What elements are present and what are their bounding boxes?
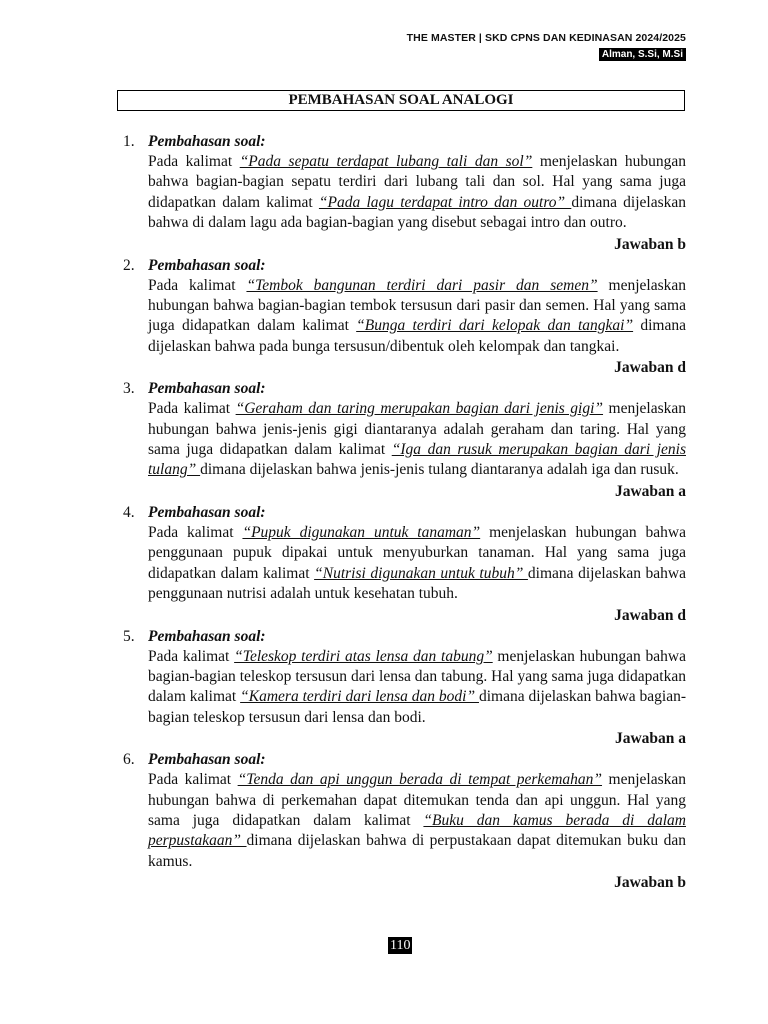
quoted-sentence: “Tenda dan api unggun berada di tempat perkemahan” bbox=[237, 771, 603, 789]
item-heading: Pembahasan soal: bbox=[148, 133, 266, 150]
page-number: 110 bbox=[390, 938, 411, 953]
quoted-sentence: “Pada lagu terdapat intro dan outro” bbox=[318, 193, 572, 211]
text-segment: Pada kalimat bbox=[148, 400, 236, 418]
text-segment: Pada kalimat bbox=[148, 523, 243, 541]
item-heading: Pembahasan soal: bbox=[148, 627, 266, 645]
item-heading: Pembahasan soal: bbox=[148, 751, 266, 769]
item-number: 3. bbox=[123, 380, 135, 398]
discussion-item-5 bbox=[118, 626, 686, 750]
text-segment: dimana dijelaskan bahwa jenis-jenis tulang diantaranya adalah iga dan rusuk. bbox=[200, 461, 679, 479]
quoted-sentence: “Bunga terdiri dari kelopak dan tangkai” bbox=[356, 317, 634, 335]
text-segment: Pada kalimat bbox=[148, 276, 247, 294]
item-number: 2. bbox=[123, 256, 135, 274]
text-segment: menjelaskan hubungan bahwa bagian-bagian tembok tersusun dari pasir dan semen. Hal yang sama juga didapatkan dalam kalimat bbox=[148, 276, 686, 335]
text-segment: Pada kalimat bbox=[148, 771, 238, 789]
text-segment: dimana dijelaskan bahwa di dalam lagu ada bagian-bagian yang disebut sebagai intro dan outro. bbox=[148, 193, 686, 232]
answer-label: Jawaban d bbox=[614, 359, 686, 377]
answer-label: Jawaban a bbox=[614, 730, 686, 748]
answer-label: Jawaban d bbox=[614, 606, 686, 624]
item-number: 4. bbox=[123, 503, 135, 521]
discussion-item-2 bbox=[118, 255, 686, 379]
author-label: Alman, S.Si, M.Si bbox=[599, 48, 686, 61]
quoted-sentence: “Teleskop terdiri atas lensa dan tabung” bbox=[234, 647, 493, 665]
item-number: 6. bbox=[123, 751, 135, 769]
text-segment: Pada kalimat bbox=[148, 153, 240, 170]
text-segment: dimana dijelaskan bahwa bagian-bagian teleskop tersusun dari lensa dan bodi. bbox=[148, 688, 686, 726]
text-segment: dimana dijelaskan bahwa pada bunga tersusun/dibentuk oleh kelompak dan tangkai. bbox=[148, 317, 686, 355]
item-number: 1. bbox=[123, 133, 135, 150]
text-segment: Pada kalimat bbox=[148, 647, 235, 665]
quoted-sentence: “Iga dan rusuk merupakan bagian dari jenis tulang” bbox=[148, 441, 686, 479]
quoted-sentence: “Buku dan kamus berada di dalam perpustakaan” bbox=[148, 811, 686, 850]
book-title: THE MASTER | SKD CPNS DAN KEDINASAN 2024/2025 bbox=[406, 32, 686, 44]
item-heading: Pembahasan soal: bbox=[148, 503, 266, 521]
answer-label: Jawaban b bbox=[614, 874, 686, 892]
text-segment: menjelaskan hubungan bahwa bagian-bagian sepatu terdiri dari lubang tali dan sol. Hal yang sama juga didapatkan dalam kalimat bbox=[148, 153, 686, 211]
quoted-sentence: “Geraham dan taring merupakan bagian dari jenis gigi” bbox=[235, 400, 604, 418]
discussion-item-4 bbox=[118, 502, 686, 626]
discussion-item-6 bbox=[118, 749, 686, 893]
text-segment: menjelaskan hubungan bahwa penggunaan pupuk dipakai untuk menyuburkan tanaman. Hal yang sama juga didapatkan dalam kalimat bbox=[148, 523, 686, 582]
answer-label: Jawaban b bbox=[614, 235, 686, 253]
section-title: PEMBAHASAN SOAL ANALOGI bbox=[117, 90, 685, 111]
item-explanation bbox=[148, 523, 686, 605]
text-segment: menjelaskan hubungan bahwa di perkemahan dapat ditemukan tenda dan api unggun. Hal yang sama juga didapatkan dalam kalimat bbox=[148, 771, 686, 829]
text-segment: menjelaskan hubungan bahwa bagian-bagian teleskop tersusun dari lensa dan tabung. Hal yang sama juga didapatkan dalam kalimat bbox=[148, 647, 686, 706]
text-segment: dimana dijelaskan bahwa penggunaan nutrisi adalah untuk kesehatan tubuh. bbox=[148, 564, 686, 603]
quoted-sentence: “Pupuk digunakan untuk tanaman” bbox=[242, 523, 481, 541]
item-explanation bbox=[148, 276, 686, 358]
discussion-item-3 bbox=[118, 378, 686, 502]
text-segment: menjelaskan hubungan bahwa jenis-jenis gigi diantaranya adalah geraham dan taring. Hal yang sama juga didapatkan dalam kalimat bbox=[148, 400, 686, 459]
quoted-sentence: “Pada sepatu terdapat lubang tali dan sol” bbox=[239, 153, 533, 170]
item-explanation bbox=[148, 152, 686, 234]
item-number: 5. bbox=[123, 627, 135, 645]
quoted-sentence: “Nutrisi digunakan untuk tubuh” bbox=[314, 564, 528, 582]
answer-label: Jawaban a bbox=[614, 482, 686, 500]
text-segment: dimana dijelaskan bahwa di perpustakaan dapat ditemukan buku dan kamus. bbox=[148, 832, 686, 870]
item-explanation bbox=[148, 647, 686, 729]
item-heading: Pembahasan soal: bbox=[148, 380, 266, 398]
quoted-sentence: “Tembok bangunan terdiri dari pasir dan semen” bbox=[246, 276, 598, 294]
item-explanation bbox=[148, 770, 686, 872]
item-explanation bbox=[148, 399, 686, 481]
item-heading: Pembahasan soal: bbox=[148, 256, 266, 274]
page-header bbox=[407, 32, 686, 62]
discussion-list bbox=[118, 131, 686, 893]
discussion-item-1 bbox=[118, 131, 686, 255]
quoted-sentence: “Kamera terdiri dari lensa dan bodi” bbox=[240, 688, 479, 706]
